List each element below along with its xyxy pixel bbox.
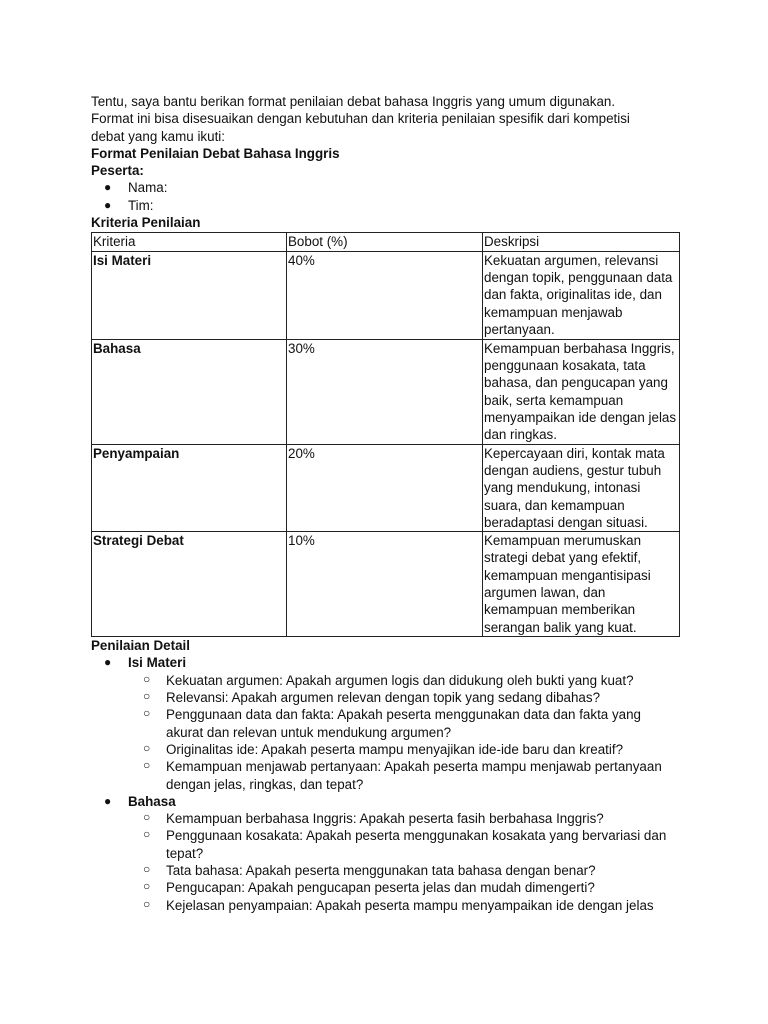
detail-item-text: Pengucapan: Apakah pengucapan peserta jelas dan mudah dimengerti? <box>166 880 595 896</box>
bullet-icon: ● <box>104 197 112 212</box>
table-header-cell: Kriteria <box>92 233 287 251</box>
criteria-description-cell: Kekuatan argumen, relevansi dengan topik, penggunaan data dan fakta, originalitas ide, dan kemampuan menjawab pertanyaan. <box>483 251 680 339</box>
circle-bullet-icon: ○ <box>143 896 151 911</box>
participant-field-name: Nama: <box>128 180 168 196</box>
bullet-icon: ● <box>104 655 112 670</box>
table-row <box>92 444 680 531</box>
list-item <box>91 197 681 214</box>
criteria-weight-cell: 10% <box>287 532 483 637</box>
list-item <box>91 810 681 827</box>
detail-item-text: Penggunaan data dan fakta: Apakah peserta menggunakan data dan fakta yang akurat dan relevan untuk mendukung argumen? <box>166 707 642 740</box>
participant-heading: Peserta: <box>91 163 144 179</box>
criteria-description-cell: Kemampuan merumuskan strategi debat yang efektif, kemampuan mengantisipasi argumen lawan, dan kemampuan memberikan serangan balik yang kuat. <box>483 532 680 637</box>
detail-section <box>91 654 681 792</box>
list-item <box>91 758 681 793</box>
table-row <box>92 251 680 339</box>
bullet-icon: ● <box>104 793 112 808</box>
participant-field-team: Tim: <box>128 197 154 213</box>
list-item <box>91 706 681 741</box>
criteria-heading: Kriteria Penilaian <box>91 215 201 231</box>
table-row <box>92 339 680 444</box>
circle-bullet-icon: ○ <box>143 879 151 894</box>
detail-section <box>91 793 681 914</box>
table-row <box>92 532 680 637</box>
list-item <box>91 897 681 914</box>
list-item <box>91 862 681 879</box>
participant-field-list <box>91 179 681 214</box>
criteria-weight-cell: 40% <box>287 251 483 339</box>
list-item <box>91 879 681 896</box>
table-header-cell: Bobot (%) <box>287 233 483 251</box>
criteria-name-cell: Bahasa <box>92 339 287 444</box>
list-item <box>91 741 681 758</box>
circle-bullet-icon: ○ <box>143 671 151 686</box>
detail-item-text: Originalitas ide: Apakah peserta mampu menyajikan ide-ide baru dan kreatif? <box>166 741 624 757</box>
circle-bullet-icon: ○ <box>143 740 151 755</box>
detail-item-text: Kekuatan argumen: Apakah argumen logis dan didukung oleh bukti yang kuat? <box>166 672 634 688</box>
document-page <box>91 93 681 914</box>
detail-item-text: Relevansi: Apakah argumen relevan dengan topik yang sedang dibahas? <box>166 690 601 706</box>
criteria-name-cell: Isi Materi <box>92 251 287 339</box>
criteria-name-cell: Penyampaian <box>92 444 287 531</box>
criteria-name-cell: Strategi Debat <box>92 532 287 637</box>
list-item <box>91 672 681 689</box>
intro-paragraph: Tentu, saya bantu berikan format penilaian debat bahasa Inggris yang umum digunakan. Format ini bisa disesuaikan dengan kebutuhan dan kriteria penilaian spesifik dari kompetisi debat yang kamu ikuti: <box>91 94 630 144</box>
detail-item-list <box>128 810 681 914</box>
criteria-description-cell: Kemampuan berbahasa Inggris, penggunaan kosakata, tata bahasa, dan pengucapan yang baik, serta kemampuan menyampaikan ide dengan jelas dan ringkas. <box>483 339 680 444</box>
circle-bullet-icon: ○ <box>143 827 151 842</box>
detail-section-title: Isi Materi <box>128 655 187 671</box>
detail-heading: Penilaian Detail <box>91 638 190 654</box>
detail-section-list <box>91 654 681 913</box>
detail-section-title: Bahasa <box>128 793 176 809</box>
criteria-weight-cell: 30% <box>287 339 483 444</box>
table-header-cell: Deskripsi <box>483 233 680 251</box>
detail-item-list <box>128 672 681 793</box>
criteria-weight-cell: 20% <box>287 444 483 531</box>
detail-item-text: Penggunaan kosakata: Apakah peserta menggunakan kosakata yang bervariasi dan tepat? <box>166 828 667 861</box>
list-item <box>91 179 681 196</box>
table-header-row <box>92 233 680 251</box>
circle-bullet-icon: ○ <box>143 758 151 773</box>
document-title: Format Penilaian Debat Bahasa Inggris <box>91 145 340 161</box>
circle-bullet-icon: ○ <box>143 689 151 704</box>
detail-item-text: Kejelasan penyampaian: Apakah peserta mampu menyampaikan ide dengan jelas <box>166 897 654 913</box>
detail-item-text: Tata bahasa: Apakah peserta menggunakan tata bahasa dengan benar? <box>166 863 596 879</box>
criteria-description-cell: Kepercayaan diri, kontak mata dengan audiens, gestur tubuh yang mendukung, intonasi suara, dan kemampuan beradaptasi dengan situasi. <box>483 444 680 531</box>
circle-bullet-icon: ○ <box>143 810 151 825</box>
circle-bullet-icon: ○ <box>143 862 151 877</box>
detail-item-text: Kemampuan menjawab pertanyaan: Apakah peserta mampu menjawab pertanyaan dengan jelas, ringkas, dan tepat? <box>166 759 662 792</box>
list-item <box>91 827 681 862</box>
circle-bullet-icon: ○ <box>143 706 151 721</box>
detail-item-text: Kemampuan berbahasa Inggris: Apakah peserta fasih berbahasa Inggris? <box>166 811 604 827</box>
criteria-table <box>91 232 680 637</box>
list-item <box>91 689 681 706</box>
bullet-icon: ● <box>104 180 112 195</box>
